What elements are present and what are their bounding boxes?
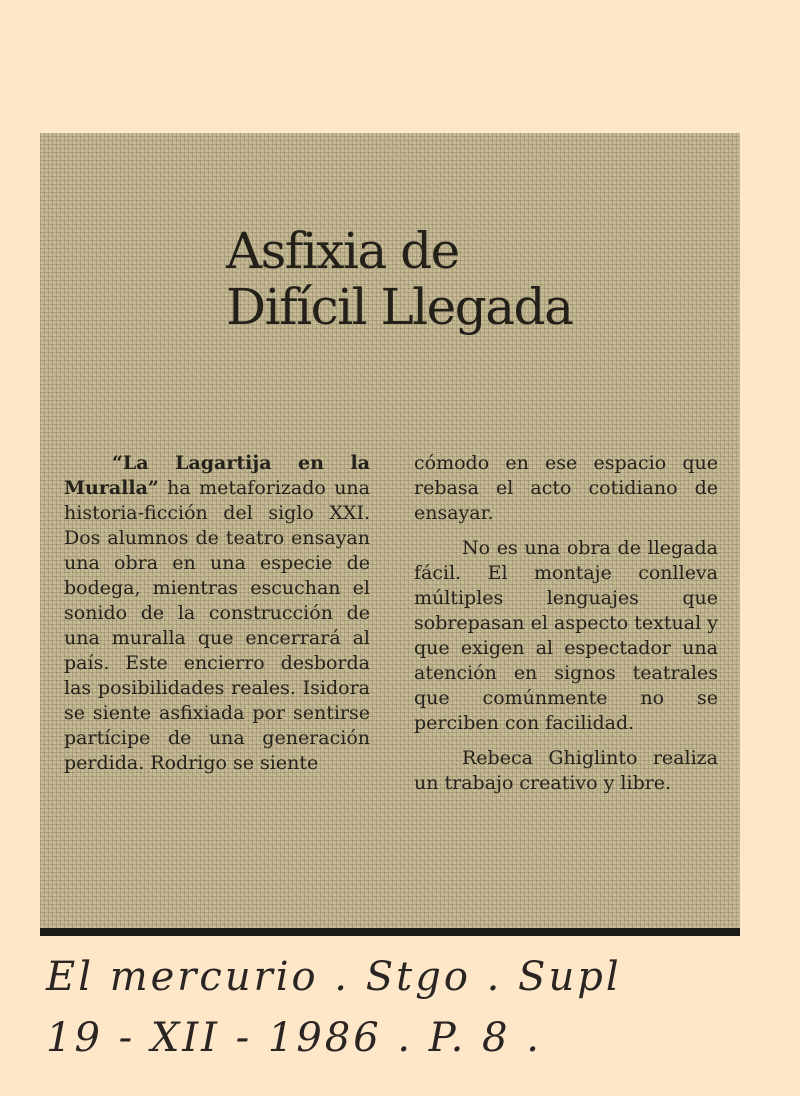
paragraph-1-text: ha metaforizado una historia-ficción del siglo XXI. Dos alumnos de teatro ensayan una obra en una especie de bodega, mientras escuchan el sonido de la construcción de una muralla que encerrará al país. Este encierro desborda las posibilidades reales. Isidora se siente asfixiada por sentirse partícipe de una generación perdida. Rodrigo se siente [64,477,370,774]
handwritten-source-note: El mercurio . Stgo . Supl [46,954,622,1000]
article-paragraph-1 [64,451,370,776]
play-title: “La Lagartija en la Muralla” [64,452,370,499]
newspaper-clipping [40,133,740,933]
clipping-bottom-rule [40,928,740,936]
handwritten-date-note: 19 - XII - 1986 . P. 8 . [46,1015,542,1061]
headline [226,223,686,335]
article-column-right [414,451,718,806]
headline-line-2: Difícil Llegada [226,278,573,336]
article-paragraph-1-continued: cómodo en ese espacio que rebasa el acto cotidiano de ensayar. [414,452,718,524]
article-paragraph-3: Rebeca Ghiglinto realiza un trabajo creativo y libre. [414,747,718,794]
article-paragraph-2: No es una obra de llegada fácil. El montaje conlleva múltiples lenguajes que sobrepasan el aspecto textual y que exigen al espectador una atención en signos teatrales que comúnmente no se perciben con facilidad. [414,537,718,734]
headline-line-1: Asfixia de [226,222,459,280]
article-column-left [64,451,370,786]
